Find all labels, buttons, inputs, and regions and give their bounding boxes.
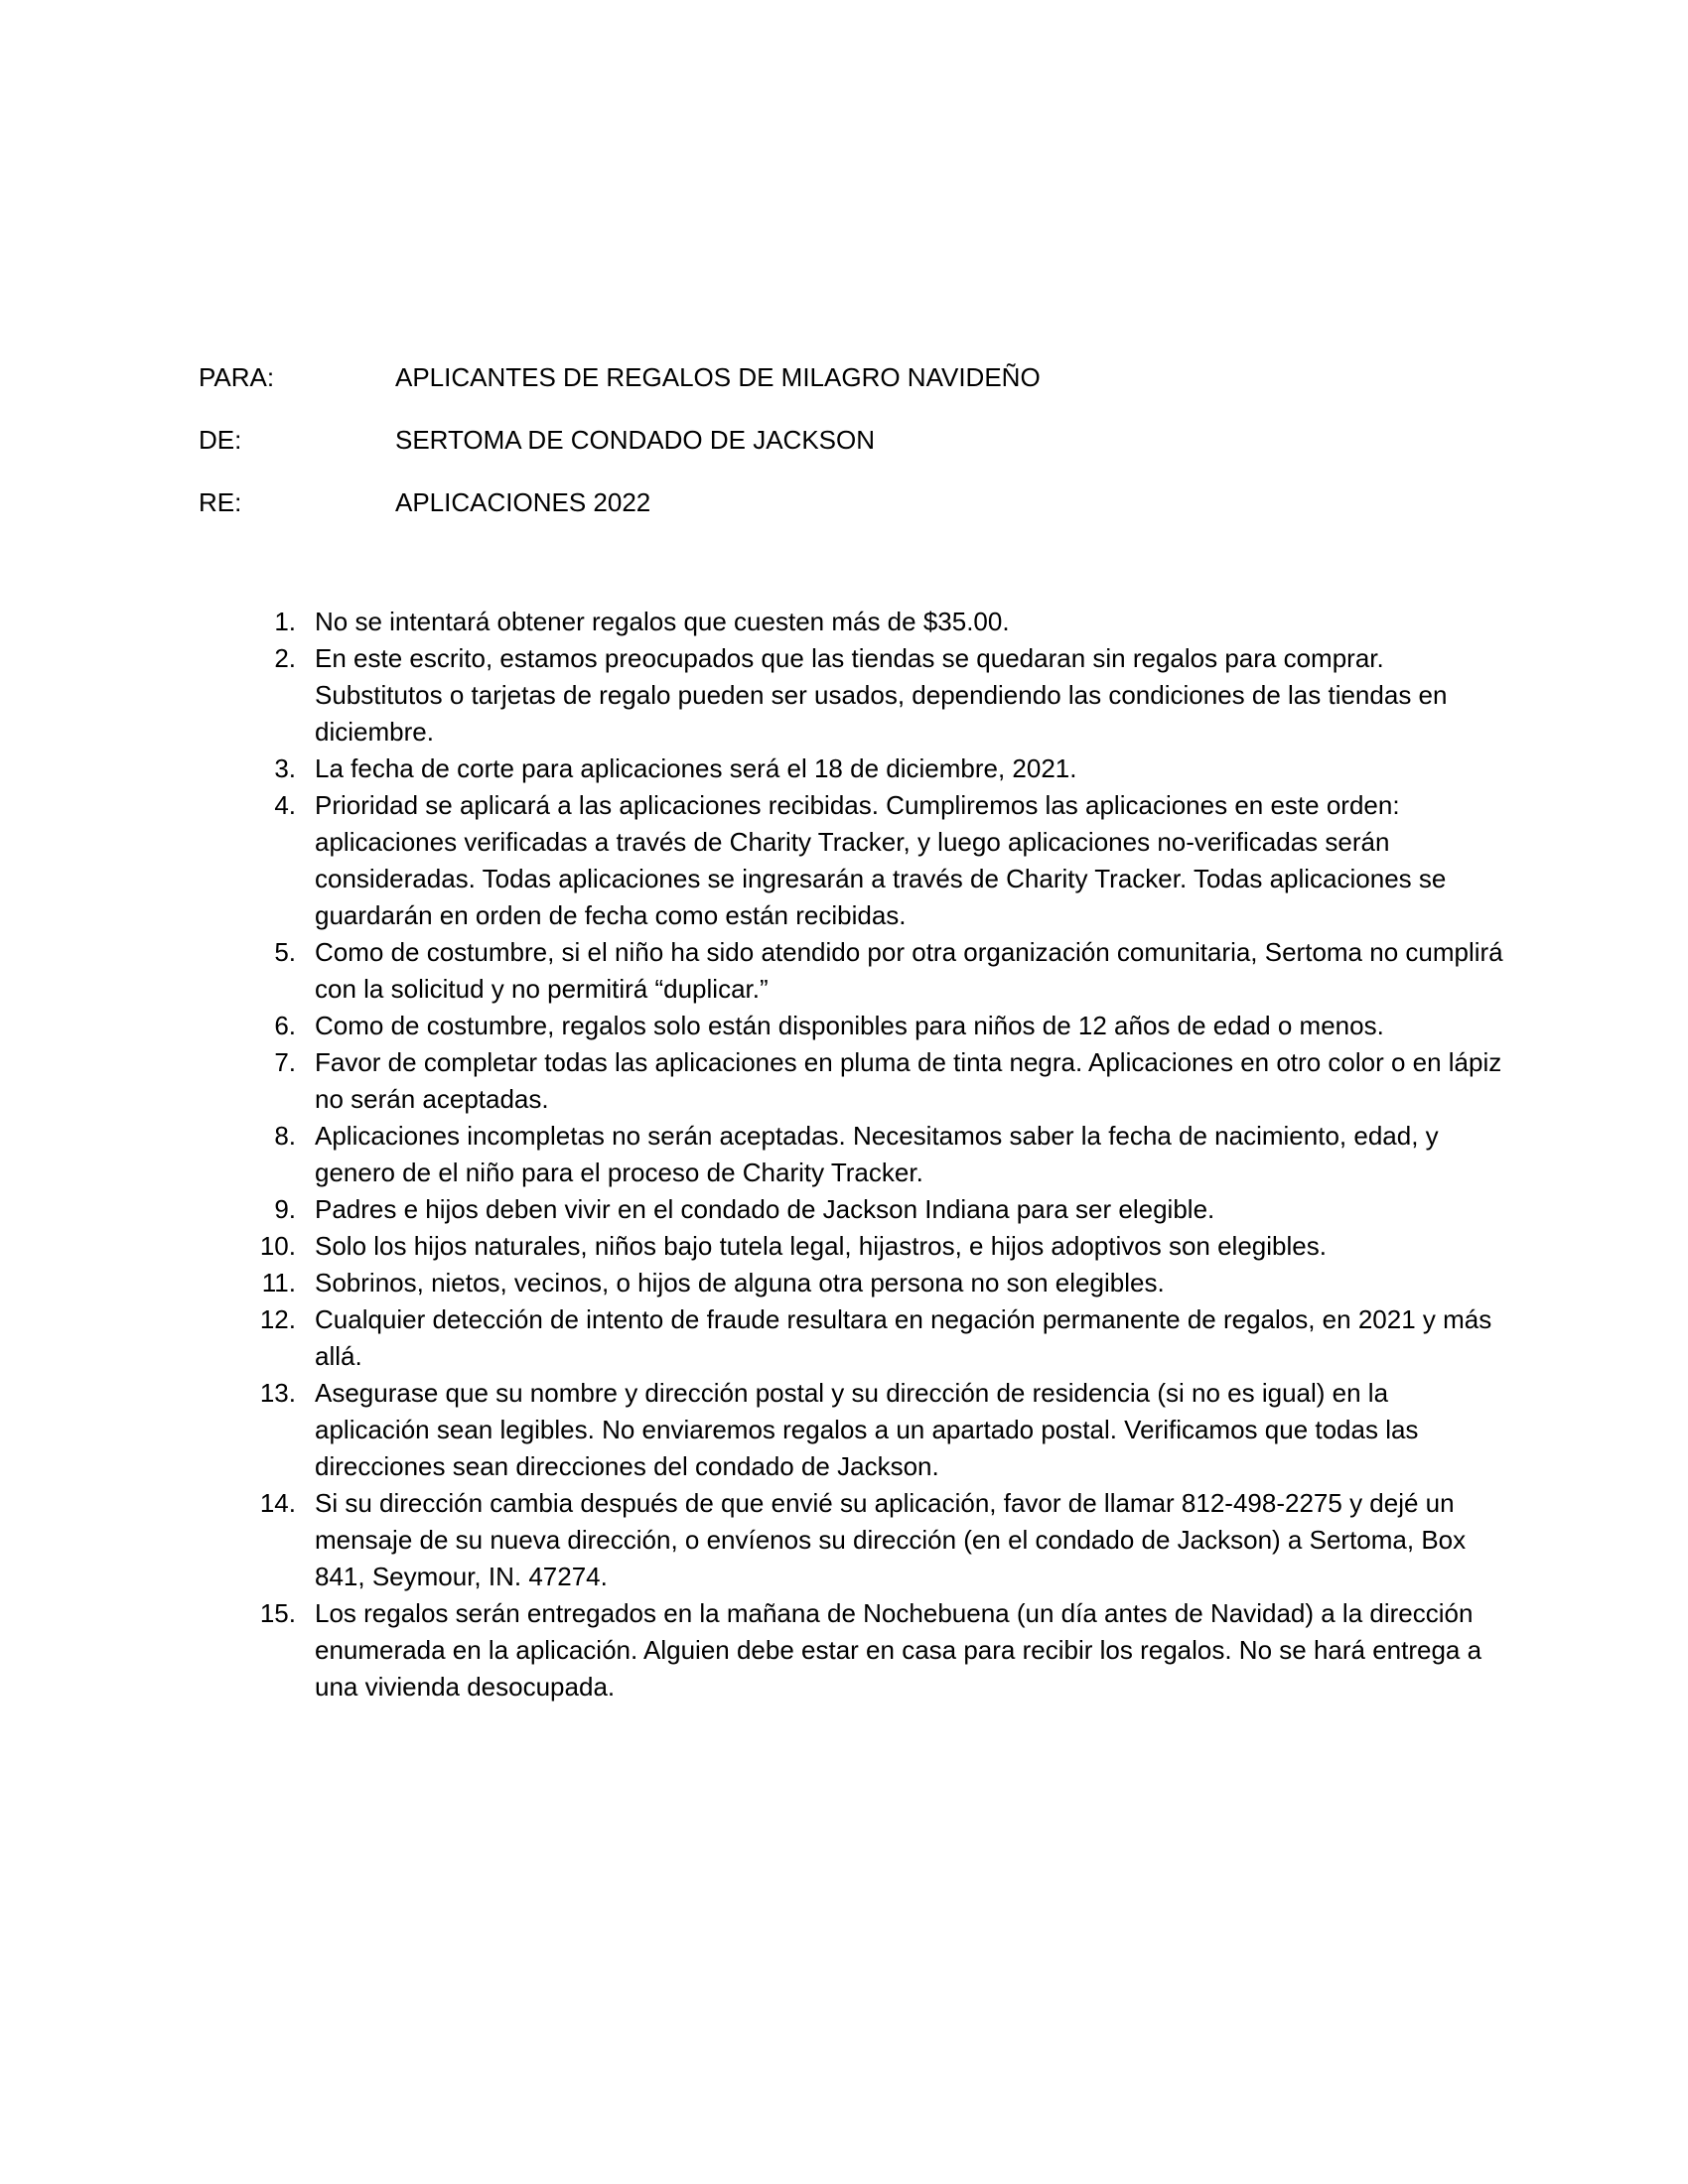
- rule-item: [238, 1044, 1509, 1118]
- rule-number: 10.: [259, 1231, 296, 1261]
- rule-text: La fecha de corte para aplicaciones será el 18 de diciembre, 2021.: [315, 753, 1077, 783]
- rule-number: 5.: [274, 937, 296, 967]
- rule-text: En este escrito, estamos preocupados que las tiendas se quedaran sin regalos para comprar. Substitutos o tarjetas de regalo pueden ser usados, dependiendo las condiciones de las tiendas en diciembre.: [315, 643, 1448, 747]
- memo-to-row: [199, 357, 1489, 420]
- rule-text: Prioridad se aplicará a las aplicaciones recibidas. Cumpliremos las aplicaciones en este orden: aplicaciones verificadas a través de Charity Tracker, y luego aplicaciones no-verificadas serán consideradas. Todas aplicaciones se ingresarán a través de Charity Tracker. Todas aplicaciones se guardarán en orden de fecha como están recibidas.: [315, 790, 1447, 930]
- memo-re-label: RE:: [199, 487, 242, 517]
- rule-item: [238, 1118, 1509, 1191]
- rule-number: 15.: [259, 1598, 296, 1628]
- rule-item: [238, 604, 1509, 640]
- rule-number: 13.: [259, 1378, 296, 1408]
- rule-text: Como de costumbre, si el niño ha sido atendido por otra organización comunitaria, Sertoma no cumplirá con la solicitud y no permitirá “duplicar.”: [315, 937, 1503, 1004]
- memo-to-value: APLICANTES DE REGALOS DE MILAGRO NAVIDEÑO: [395, 362, 1041, 392]
- rule-text: Padres e hijos deben vivir en el condado de Jackson Indiana para ser elegible.: [315, 1194, 1215, 1224]
- rule-item: [238, 787, 1509, 934]
- rule-text: Si su dirección cambia después de que envié su aplicación, favor de llamar 812-498-2275 y dejé un mensaje de su nueva dirección, o envíenos su dirección (en el condado de Jackson) a Sertoma, Box 841, Seymour, IN. 47274.: [315, 1488, 1467, 1591]
- rule-number: 3.: [274, 753, 296, 783]
- rule-item: [238, 1595, 1509, 1706]
- rule-item: [238, 1265, 1509, 1301]
- rule-number: 8.: [274, 1121, 296, 1151]
- rule-item: [238, 1485, 1509, 1595]
- rule-item: [238, 934, 1509, 1008]
- rule-text: Cualquier detección de intento de fraude resultara en negación permanente de regalos, en 2021 y más allá.: [315, 1304, 1492, 1371]
- rule-text: No se intentará obtener regalos que cuesten más de $35.00.: [315, 607, 1010, 636]
- rule-number: 4.: [274, 790, 296, 820]
- rule-item: [238, 1008, 1509, 1044]
- memo-re-value: APLICACIONES 2022: [395, 487, 651, 517]
- rule-item: [238, 1228, 1509, 1265]
- rule-text: Aplicaciones incompletas no serán aceptadas. Necesitamos saber la fecha de nacimiento, edad, y genero de el niño para el proceso de Charity Tracker.: [315, 1121, 1439, 1187]
- rule-item: [238, 1301, 1509, 1375]
- rule-item: [238, 751, 1509, 787]
- memo-from-value: SERTOMA DE CONDADO DE JACKSON: [395, 425, 876, 455]
- rule-number: 12.: [259, 1304, 296, 1334]
- rule-item: [238, 1375, 1509, 1485]
- memo-from-label: DE:: [199, 425, 242, 455]
- rule-item: [238, 640, 1509, 751]
- rule-item: [238, 1191, 1509, 1228]
- rule-number: 2.: [274, 643, 296, 673]
- memo-to-label: PARA:: [199, 362, 275, 392]
- rule-number: 6.: [274, 1011, 296, 1040]
- rule-text: Asegurase que su nombre y dirección postal y su dirección de residencia (si no es igual) en la aplicación sean legibles. No enviaremos regalos a un apartado postal. Verificamos que todas las direcciones sean direcciones del condado de Jackson.: [315, 1378, 1419, 1481]
- memo-from-row: [199, 420, 1489, 482]
- memo-header: [199, 357, 1489, 545]
- rule-text: Solo los hijos naturales, niños bajo tutela legal, hijastros, e hijos adoptivos son elegibles.: [315, 1231, 1327, 1261]
- rule-number: 7.: [274, 1047, 296, 1077]
- rule-number: 14.: [259, 1488, 296, 1518]
- rule-text: Sobrinos, nietos, vecinos, o hijos de alguna otra persona no son elegibles.: [315, 1268, 1165, 1297]
- rule-text: Como de costumbre, regalos solo están disponibles para niños de 12 años de edad o menos.: [315, 1011, 1384, 1040]
- memo-re-row: [199, 482, 1489, 545]
- rule-number: 9.: [274, 1194, 296, 1224]
- rule-text: Los regalos serán entregados en la mañana de Nochebuena (un día antes de Navidad) a la dirección enumerada en la aplicación. Alguien debe estar en casa para recibir los regalos. No se hará entrega a una vivienda desocupada.: [315, 1598, 1482, 1702]
- rule-number: 1.: [274, 607, 296, 636]
- rules-list: [238, 604, 1509, 1706]
- rule-text: Favor de completar todas las aplicaciones en pluma de tinta negra. Aplicaciones en otro color o en lápiz no serán aceptadas.: [315, 1047, 1502, 1114]
- rule-number: 11.: [261, 1268, 296, 1297]
